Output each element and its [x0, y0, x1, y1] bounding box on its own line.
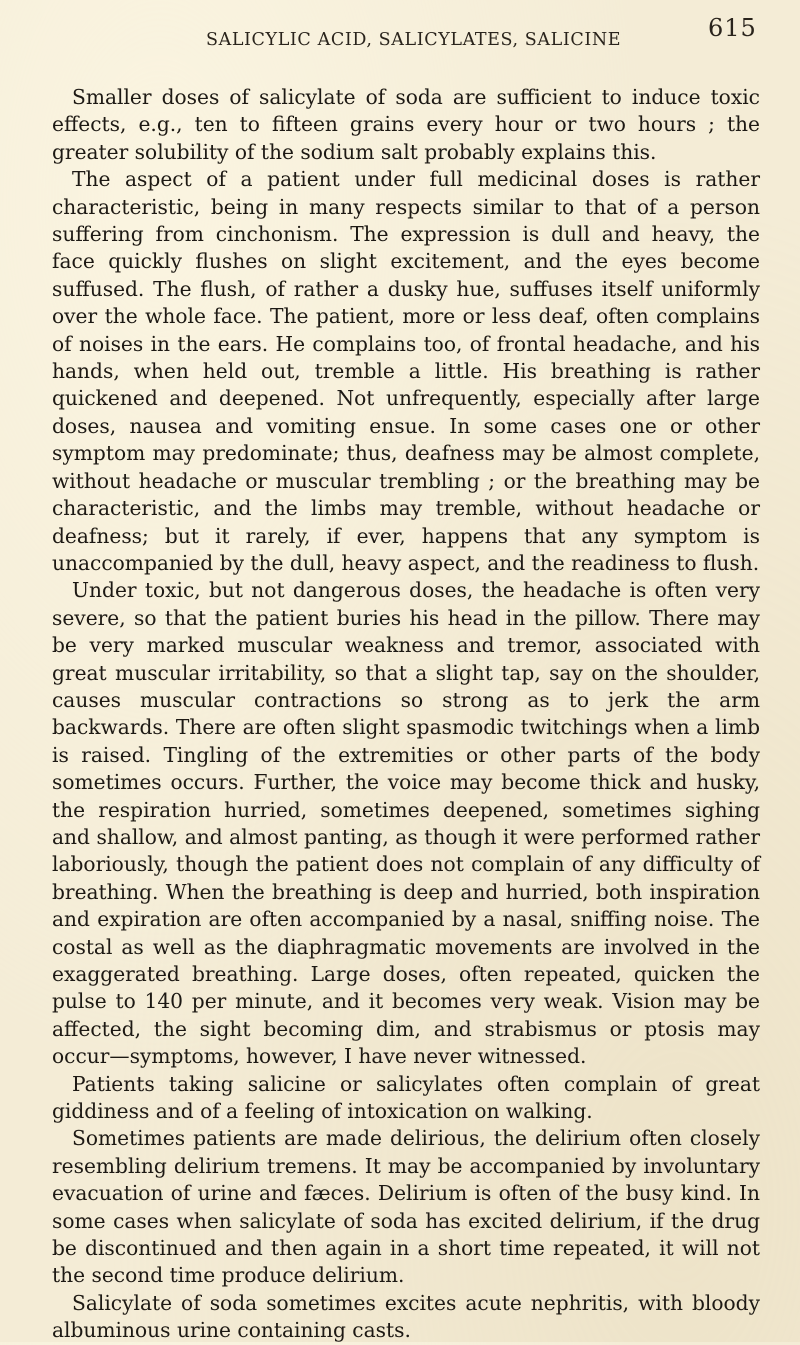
paragraph-giddiness: Patients taking salicine or salicylates often complain of great giddiness and of a feeling of intoxication on walking. — [52, 1071, 760, 1124]
running-head: SALICYLIC ACID, SALICYLATES, SALICINE — [206, 30, 622, 50]
paragraph-toxic-doses: Smaller doses of salicylate of soda are sufficient to induce toxic effects, e.g., ten to fifteen grains every hour or two hours ; the greater solubility of the sodium salt probably explains this. — [52, 85, 760, 164]
paragraph-toxic-symptoms: Under toxic, but not dangerous doses, the headache is often very severe, so that the patient buries his head in the pillow. There may be very marked muscular weakness and tremor, associated with great muscular irritability, so that a slight tap, say on the shoulder, causes muscular contractions so strong as to jerk the arm backwards. There are often slight spasmodic twitchings when a limb is raised. Tingling of the extremities or other parts of the body sometimes occurs. Further, the voice may become thick and husky, the respiration hurried, sometimes deepened, sometimes sighing and shallow, and almost panting, as though it were performed rather laboriously, though the patient does not complain of any difficulty of breathing. When the breathing is deep and hurried, both inspiration and expiration are often accompanied by a nasal, sniffing noise. The costal as well as the diaphragmatic movements are involved in the exaggerated breathing. Large doses, often repeated, quicken the pulse to 140 per minute, and it becomes very weak. Vision may be affected, the sight becoming dim, and strabismus or ptosis may occur—symptoms, however, I have never witnessed. — [52, 578, 760, 1069]
body-text — [52, 84, 760, 1345]
paragraph-patient-aspect: The aspect of a patient under full medicinal doses is rather characteristic, being in many respects similar to that of a person suffering from cinchonism. The expression is dull and heavy, the face quickly flushes on slight excitement, and the eyes become suffused. The flush, of rather a dusky hue, suffuses itself uniformly over the whole face. The patient, more or less deaf, often complains of noises in the ears. He complains too, of frontal headache, and his hands, when held out, tremble a little. His breathing is rather quickened and deepened. Not unfrequently, especially after large doses, nausea and vomiting ensue. In some cases one or other symptom may predominate; thus, deafness may be almost complete, without headache or muscular trembling ; or the breathing may be characteristic, and the limbs may tremble, without headache or deafness; but it rarely, if ever, happens that any symptom is unaccompanied by the dull, heavy aspect, and the readiness to flush. — [52, 167, 760, 575]
paragraph-delirium: Sometimes patients are made delirious, the delirium often closely resembling delirium tremens. It may be accompanied by involuntary evacuation of urine and fæces. Delirium is often of the busy kind. In some cases when salicylate of soda has excited delirium, if the drug be discontinued and then again in a short time repeated, it will not the second time produce delirium. — [52, 1126, 760, 1288]
page-number: 615 — [708, 14, 757, 42]
paragraph-nephritis: Salicylate of soda sometimes excites acute nephritis, with bloody albuminous urine containing casts. — [52, 1290, 760, 1343]
